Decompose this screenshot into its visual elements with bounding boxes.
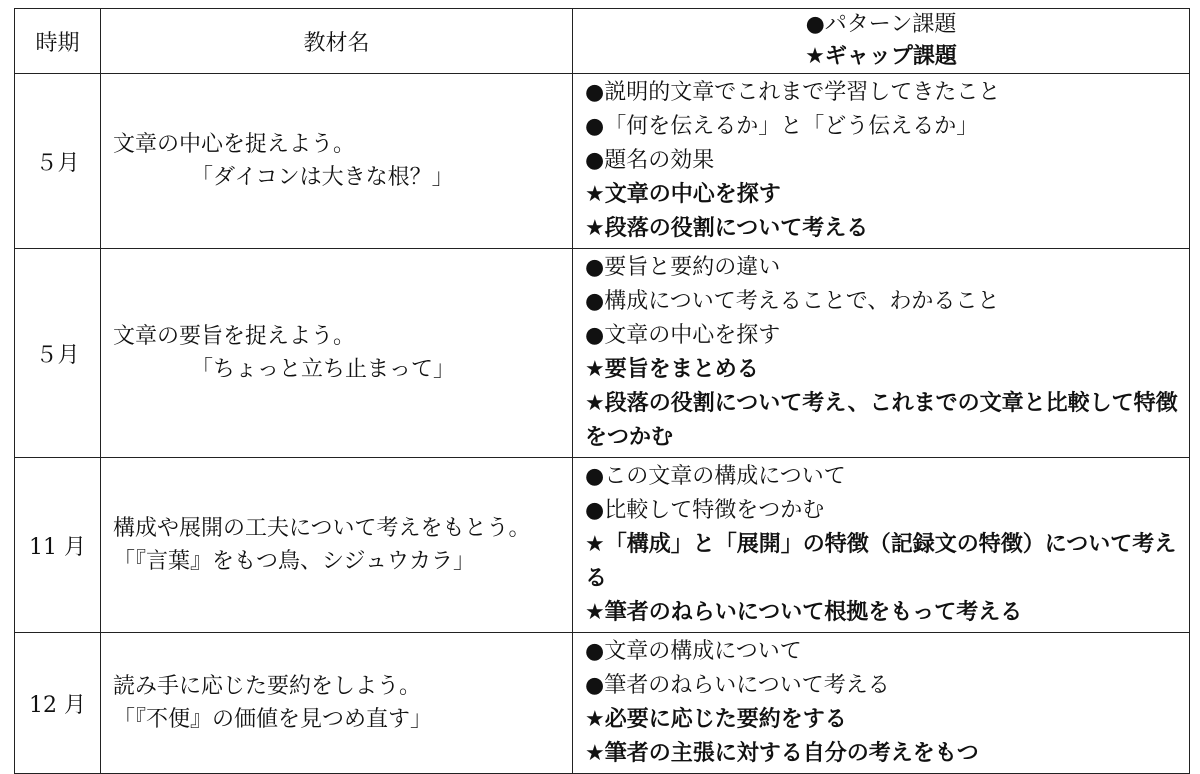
table-row	[15, 249, 1190, 458]
material-cell	[101, 249, 573, 458]
tasks-cell	[573, 249, 1190, 458]
pattern-task: ●要旨と要約の違い	[585, 255, 781, 280]
material-cell	[101, 74, 573, 249]
material-line: 構成や展開の工夫について考えをもとう。	[113, 516, 531, 541]
gap-task: ★必要に応じた要約をする	[585, 707, 847, 732]
gap-task: ★要旨をまとめる	[585, 357, 759, 382]
gap-task: ★段落の役割について考える	[585, 216, 869, 241]
pattern-task: ●文章の構成について	[585, 639, 802, 664]
table-header-row	[15, 9, 1190, 74]
pattern-task-header: ●パターン課題	[805, 12, 957, 37]
material-line: 「ちょっと立ち止まって」	[191, 357, 456, 382]
table-row	[15, 74, 1190, 249]
pattern-task: ●題名の効果	[585, 148, 715, 173]
gap-task-header: ★ギャップ課題	[805, 44, 957, 69]
table-row	[15, 633, 1190, 774]
material-line: 「『不便』の価値を見つめ直す」	[113, 707, 433, 732]
lesson-plan-table	[14, 8, 1190, 774]
pattern-task: ●比較して特徴をつかむ	[585, 498, 825, 523]
table-row	[15, 458, 1190, 633]
period-cell: ５月	[15, 74, 101, 249]
period-cell: 12 月	[15, 633, 101, 774]
period-cell: ５月	[15, 249, 101, 458]
tasks-cell	[573, 74, 1190, 249]
pattern-task: ●「何を伝えるか」と「どう伝えるか」	[585, 114, 979, 139]
pattern-task: ●筆者のねらいについて考える	[585, 673, 890, 698]
material-header: 教材名	[101, 9, 573, 74]
gap-task: ★文章の中心を探す	[585, 182, 781, 207]
gap-task: ★筆者の主張に対する自分の考えをもつ	[585, 741, 979, 766]
tasks-cell	[573, 458, 1190, 633]
tasks-header	[573, 9, 1190, 74]
gap-task: ★筆者のねらいについて根拠をもって考える	[585, 600, 1023, 625]
period-header: 時期	[15, 9, 101, 74]
gap-task: ★「構成」と「展開」の特徴（記録文の特徴）について考える	[585, 532, 1177, 591]
pattern-task: ●文章の中心を探す	[585, 323, 781, 348]
pattern-task: ●この文章の構成について	[585, 464, 846, 489]
gap-task: ★段落の役割について考え、これまでの文章と比較して特徴をつかむ	[585, 391, 1178, 450]
material-line: 「ダイコンは大きな根？」	[191, 165, 454, 190]
pattern-task: ●説明的文章でこれまで学習してきたこと	[585, 80, 1001, 105]
pattern-task: ●構成について考えることで、わかること	[585, 289, 1000, 314]
material-cell	[101, 633, 573, 774]
material-cell	[101, 458, 573, 633]
material-line: 読み手に応じた要約をしよう。	[113, 674, 422, 699]
material-line: 文章の要旨を捉えよう。	[113, 324, 356, 349]
tasks-cell	[573, 633, 1190, 774]
material-line: 「『言葉』をもつ鳥、シジュウカラ」	[113, 549, 476, 574]
period-cell: 11 月	[15, 458, 101, 633]
material-line: 文章の中心を捉えよう。	[113, 132, 356, 157]
